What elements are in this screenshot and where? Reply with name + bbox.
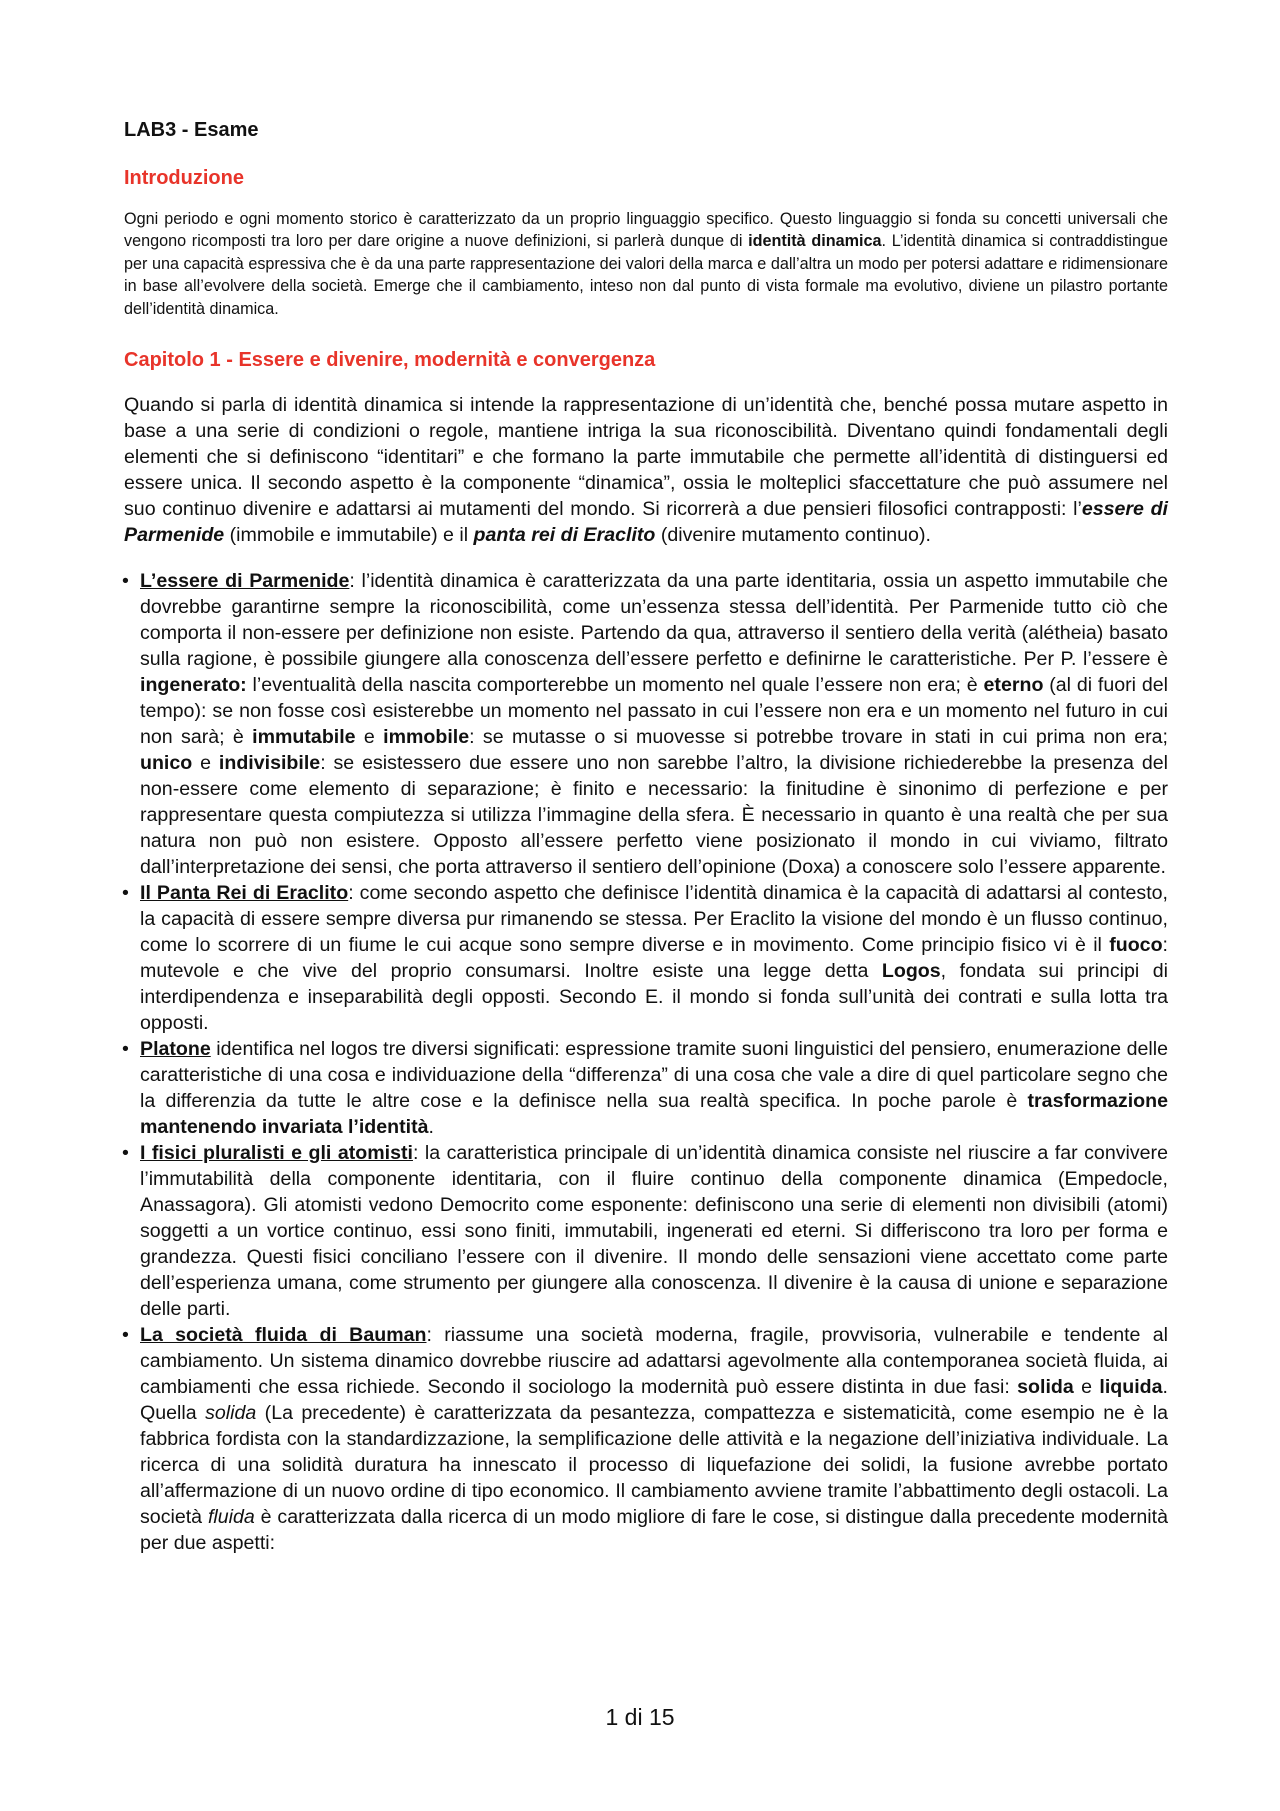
list-item-eraclito: • Il Panta Rei di Eraclito: come secondo aspetto che definisce l’identità dinamica è la capacità di adattarsi al contesto, la capacità di essere sempre diversa pur rimanendo se stessa. Per Eraclito la visione del mondo è un flusso continuo, come lo scorrere di un fiume le cui acque sono sempre diverse e in movimento. Come principio fisico vi è il fuoco: mutevole e che vive del proprio consumarsi. Inoltre esiste una legge detta Logos, fondata sui principi di interdipendenza e inseparabilità degli opposti. Secondo E. il mondo si fonda sull’unità dei contrati e sulla lotta tra opposti. xyxy=(124,880,1168,1036)
list-item-bauman: • La società fluida di Bauman: riassume una società moderna, fragile, provvisoria, vulnerabile e tendente al cambiamento. Un sistema dinamico dovrebbe riuscire ad adattarsi agevolmente alla contemporanea società fluida, ai cambiamenti che essa richiede. Secondo il sociologo la modernità può essere distinta in due fasi: solida e liquida. Quella solida (La precedente) è caratterizzata da pesantezza, compattezza e sistematicità, come esempio ne è la fabbrica fordista con la standardizzazione, la semplificazione delle attività e la negazione dell’iniziativa individuale. La ricerca di una solidità duratura ha innescato il processo di liquefazione dei solidi, la fusione avrebbe portato all’affermazione di un nuovo ordine di tipo economico. Il cambiamento avviene tramite l’abbattimento degli ostacoli. La società fluida è caratterizzata dalla ricerca di un modo migliore di fare le cose, si distingue dalla precedente modernità per due aspetti: xyxy=(124,1322,1168,1556)
list-item-platone: • Platone identifica nel logos tre diversi significati: espressione tramite suoni linguistici del pensiero, enumerazione delle caratteristiche di una cosa e individuazione della “differenza” di una cosa che vale a dire di quel particolare segno che la differenzia da tutte le altre cose e la definisce nella sua realtà specifica. In poche parole è trasformazione mantenendo invariata l’identità. xyxy=(124,1036,1168,1140)
intro-heading: Introduzione xyxy=(124,167,244,189)
list-item-fisici: • I fisici pluralisti e gli atomisti: la caratteristica principale di un’identità dinamica consiste nel riuscire a far convivere l’immutabilità della componente identitaria, con il fluire continuo della componente dinamica (Empedocle, Anassagora). Gli atomisti vedono Democrito come esponente: definiscono una serie di elementi non divisibili (atomi) soggetti a un vortice continuo, essi sono finiti, immutabili, ingenerati ed eterni. Si differiscono tra loro per forma e grandezza. Questi fisici conciliano l’essere con il divenire. Il mondo delle sensazioni viene accettato come parte dell’esperienza umana, come strumento per giungere alla conoscenza. Il divenire è la causa di unione e separazione delle parti. xyxy=(124,1140,1168,1322)
list-item-parmenide: • L’essere di Parmenide: l’identità dinamica è caratterizzata da una parte identitaria, ossia un aspetto immutabile che dovrebbe garantirne sempre la riconoscibilità, come un’essenza stessa dell’identità. Per Parmenide tutto ciò che comporta il non-essere per definizione non esiste. Partendo da qua, attraverso il sentiero della verità (alétheia) basato sulla ragione, è possibile giungere alla conoscenza dell’essere perfetto e definirne le caratteristiche. Per P. l’essere è ingenerato: l’eventualità della nascita comporterebbe un momento nel quale l’essere non era; è eterno (al di fuori del tempo): se non fosse così esisterebbe un momento nel passato in cui l’essere non era e un momento nel futuro in cui non sarà; è immutabile e immobile: se mutasse o si muovesse si potrebbe trovare in stati in cui prima non era; unico e indivisibile: se esistessero due essere uno non sarebbe l’altro, la divisione richiederebbe la presenza del non-essere come elemento di separazione; è finito e necessario: la finitudine è sinonimo di perfezione e per rappresentare questa compiutezza si utilizza l’immagine della sfera. È necessario in quanto è una realtà che per sua natura non può non esistere. Opposto all’essere perfetto viene posizionato il mondo in cui viviamo, filtrato dall’interpretazione dei sensi, che porta attraverso il sentiero dell’opinione (Doxa) a conoscere solo l’essere apparente. xyxy=(124,568,1168,880)
bullet-list xyxy=(124,568,1168,1556)
chapter1-paragraph: Quando si parla di identità dinamica si intende la rappresentazione di un’identità che, benché possa mutare aspetto in base a una serie di condizioni o regole, mantiene intriga la sua riconoscibilità. Diventano quindi fondamentali degli elementi che si definiscono “identitari” e che formano la parte immutabile che permette all’identità di distinguersi ed essere unica. Il secondo aspetto è la componente “dinamica”, ossia le molteplici sfaccettature che può assumere nel suo continuo divenire e adattarsi ai mutamenti del mondo. Si ricorrerà a due pensieri filosofici contrapposti: l’essere di Parmenide (immobile e immutabile) e il panta rei di Eraclito (divenire mutamento continuo). xyxy=(124,394,1169,547)
document-title: LAB3 - Esame xyxy=(124,119,259,141)
chapter1-heading: Capitolo 1 - Essere e divenire, modernità e convergenza xyxy=(124,349,656,372)
page-content xyxy=(124,118,1168,1556)
intro-paragraph: Ogni periodo e ogni momento storico è caratterizzato da un proprio linguaggio specifico. Questo linguaggio si fonda su concetti universali che vengono ricomposti tra loro per dare origine a nuove definizioni, si parlerà dunque di identità dinamica. L’identità dinamica si contraddistingue per una capacità espressiva che è da una parte rappresentazione dei valori della marca e dall’altra un modo per potersi adattare e ridimensionare in base all’evolvere della società. Emerge che il cambiamento, inteso non dal punto di vista formale ma evolutivo, diviene un pilastro portante dell’identità dinamica. xyxy=(124,210,1168,318)
page-number: 1 di 15 xyxy=(605,1704,675,1730)
